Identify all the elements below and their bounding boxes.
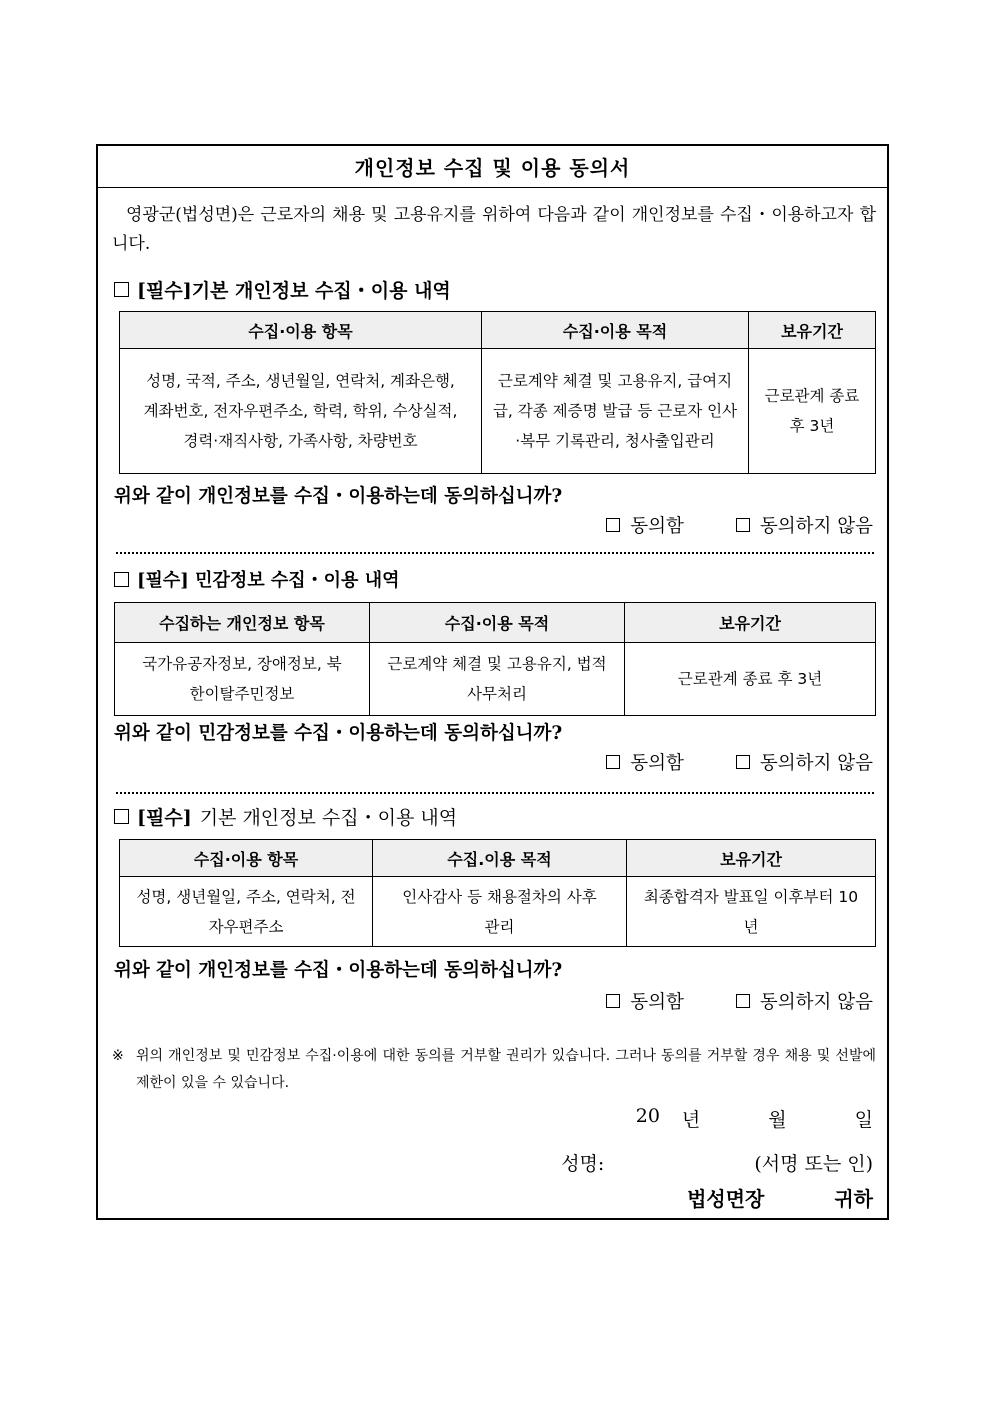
date-year-prefix: 20	[635, 1105, 660, 1127]
signature-line	[561, 1149, 873, 1176]
section2-disagree-checkbox[interactable]	[736, 755, 750, 769]
table-cell: 성명, 생년월일, 주소, 연락처, 전자우편주소	[120, 877, 373, 947]
date-day-label: 일	[854, 1109, 873, 1131]
section3-heading-text: 기본 개인정보 수집・이용 내역	[199, 807, 458, 829]
table-header: 수집.이용 목적	[373, 840, 627, 877]
section2-question: 위와 같이 민감정보를 수집・이용하는데 동의하십니까?	[114, 723, 563, 744]
section1-agree-checkbox[interactable]	[606, 518, 620, 532]
addressee-name: 법성면장	[687, 1187, 765, 1211]
section2-disagree-label: 동의하지 않음	[759, 753, 873, 774]
section3-heading-required: [필수]	[137, 807, 192, 829]
section3-question: 위와 같이 개인정보를 수집・이용하는데 동의하십니까?	[114, 960, 563, 981]
consent-form	[96, 144, 889, 1220]
section2-agree-checkbox[interactable]	[606, 755, 620, 769]
table-cell: 성명, 국적, 주소, 생년월일, 연락처, 계좌은행, 계좌번호, 전자우편주소, 학력, 학위, 수상실적, 경력·재직사항, 가족사항, 차량번호	[120, 349, 482, 474]
table-header: 수집·이용 목적	[482, 312, 749, 349]
section3-disagree-checkbox[interactable]	[736, 994, 750, 1008]
document-title: 개인정보 수집 및 이용 동의서	[98, 146, 887, 188]
section3-agree-checkbox[interactable]	[606, 994, 620, 1008]
section3-disagree-option[interactable]	[736, 988, 873, 1014]
table-header: 수집·이용 항목	[120, 312, 482, 349]
notice-text: 위의 개인정보 및 민감정보 수집·이용에 대한 동의를 거부할 권리가 있습니다. 그러나 동의를 거부할 경우 채용 및 선발에 제한이 있을 수 있습니다.	[136, 1048, 876, 1091]
section3-table	[119, 839, 876, 947]
table-header: 수집·이용 목적	[370, 603, 625, 643]
signature-hint: (서명 또는 인)	[754, 1153, 873, 1175]
table-cell: 국가유공자정보, 장애정보, 북한이탈주민정보	[115, 643, 370, 716]
section1-agree-label: 동의함	[630, 516, 684, 537]
date-month-label: 월	[768, 1109, 787, 1131]
section2-agree-label: 동의함	[630, 753, 684, 774]
table-cell: 근로계약 체결 및 고용유지, 법적사무처리	[370, 643, 625, 716]
table-cell: 최종합격자 발표일 이후부터 10년	[627, 877, 876, 947]
section1-heading-text: [필수]기본 개인정보 수집・이용 내역	[137, 280, 451, 302]
table-header: 보유기간	[627, 840, 876, 877]
section1-disagree-label: 동의하지 않음	[759, 516, 873, 537]
section1-checkbox[interactable]	[114, 282, 129, 297]
section1-table	[119, 311, 876, 474]
section1-agree-option[interactable]	[606, 512, 684, 538]
addressee-line	[687, 1183, 873, 1212]
table-cell: 근로관계 종료 후 3년	[749, 349, 876, 474]
section2-heading	[114, 566, 400, 592]
section-divider	[116, 552, 874, 554]
date-year-label: 년	[681, 1109, 701, 1131]
notice	[112, 1043, 876, 1097]
table-header: 보유기간	[749, 312, 876, 349]
section1-heading	[114, 276, 451, 303]
table-header: 수집하는 개인정보 항목	[115, 603, 370, 643]
section2-disagree-option[interactable]	[736, 749, 873, 775]
table-cell: 인사감사 등 채용절차의 사후관리	[373, 877, 627, 947]
section3-consent-options	[606, 988, 873, 1014]
section1-disagree-checkbox[interactable]	[736, 518, 750, 532]
section2-consent-options	[606, 749, 873, 775]
addressee-suffix: 귀하	[834, 1187, 873, 1211]
section1-disagree-option[interactable]	[736, 512, 873, 538]
section3-agree-option[interactable]	[606, 988, 684, 1014]
section2-heading-text: [필수] 민감정보 수집・이용 내역	[137, 570, 400, 591]
section-divider	[116, 792, 874, 794]
section3-heading	[114, 803, 457, 830]
section3-checkbox[interactable]	[114, 809, 129, 824]
section1-question: 위와 같이 개인정보를 수집・이용하는데 동의하십니까?	[114, 486, 563, 507]
table-header: 수집·이용 항목	[120, 840, 373, 877]
table-header: 보유기간	[625, 603, 876, 643]
intro-paragraph: 영광군(법성면)은 근로자의 채용 및 고용유지를 위하여 다음과 같이 개인정보를 수집・이용하고자 합니다.	[112, 205, 876, 254]
section2-table	[114, 602, 876, 716]
signature-label: 성명:	[561, 1153, 605, 1175]
table-row	[120, 349, 876, 474]
section1-consent-options	[606, 512, 873, 538]
date-line	[636, 1105, 873, 1132]
table-row	[115, 643, 876, 716]
section2-checkbox[interactable]	[114, 572, 129, 587]
section2-agree-option[interactable]	[606, 749, 684, 775]
table-cell: 근로계약 체결 및 고용유지, 급여지급, 각종 제증명 발급 등 근로자 인사·복무 기록관리, 청사출입관리	[482, 349, 749, 474]
notice-mark: ※	[112, 1048, 124, 1064]
section3-agree-label: 동의함	[630, 992, 684, 1013]
table-cell: 근로관계 종료 후 3년	[625, 643, 876, 716]
table-row	[120, 877, 876, 947]
section3-disagree-label: 동의하지 않음	[759, 992, 873, 1013]
